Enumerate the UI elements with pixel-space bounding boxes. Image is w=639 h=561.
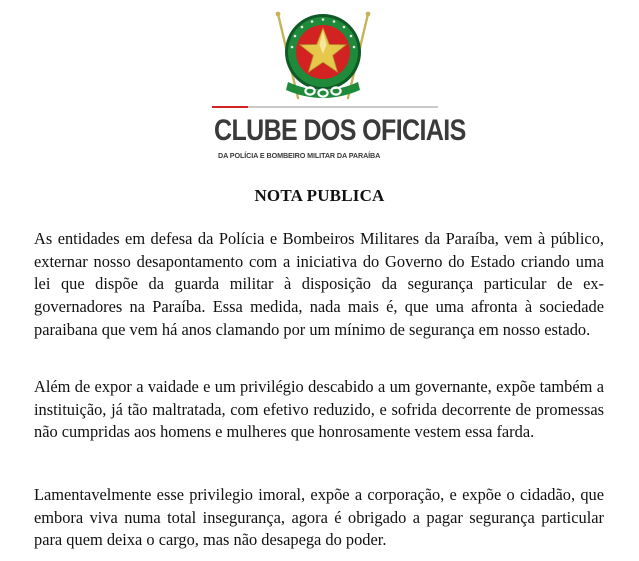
paragraph-2: Além de expor a vaidade e um privilégio descabido a um governante, expõe também a instituição, já tão maltratada, com efetivo reduzido, e sofrida decorrente de promessas não cumpridas aos homens e mulheres que honrosamente vestem essa farda.: [34, 377, 604, 442]
document-title: NOTA PUBLICA: [254, 186, 385, 205]
club-logo: [200, 6, 466, 166]
paragraph-1: As entidades em defesa da Polícia e Bombeiros Militares da Paraíba, vem à público, externar nosso desapontamento com a iniciativa do Governo do Estado criando uma lei que dispõe da guarda militar à disposição da segurança particular de ex-governadores na Paraíba. Essa medida, nada mais é, que uma afronta à sociedade paraibana que vem há anos clamando por um mínimo de segurança em nosso estado.: [34, 229, 604, 339]
paragraph-3: Lamentavelmente esse privilegio imoral, expõe a corporação, e expõe o cidadão, que embora viva numa total insegurança, agora é obrigado a pagar segurança particular para quem deixa o cargo, mas não desapega do poder.: [34, 485, 604, 550]
brand-name: CLUBE DOS OFICIAIS: [214, 114, 466, 148]
logo-divider-accent: [212, 106, 248, 108]
club-seal-icon: [268, 6, 378, 106]
brand-subtitle: DA POLÍCIA E BOMBEIRO MILITAR DA PARAÍBA: [218, 151, 381, 160]
